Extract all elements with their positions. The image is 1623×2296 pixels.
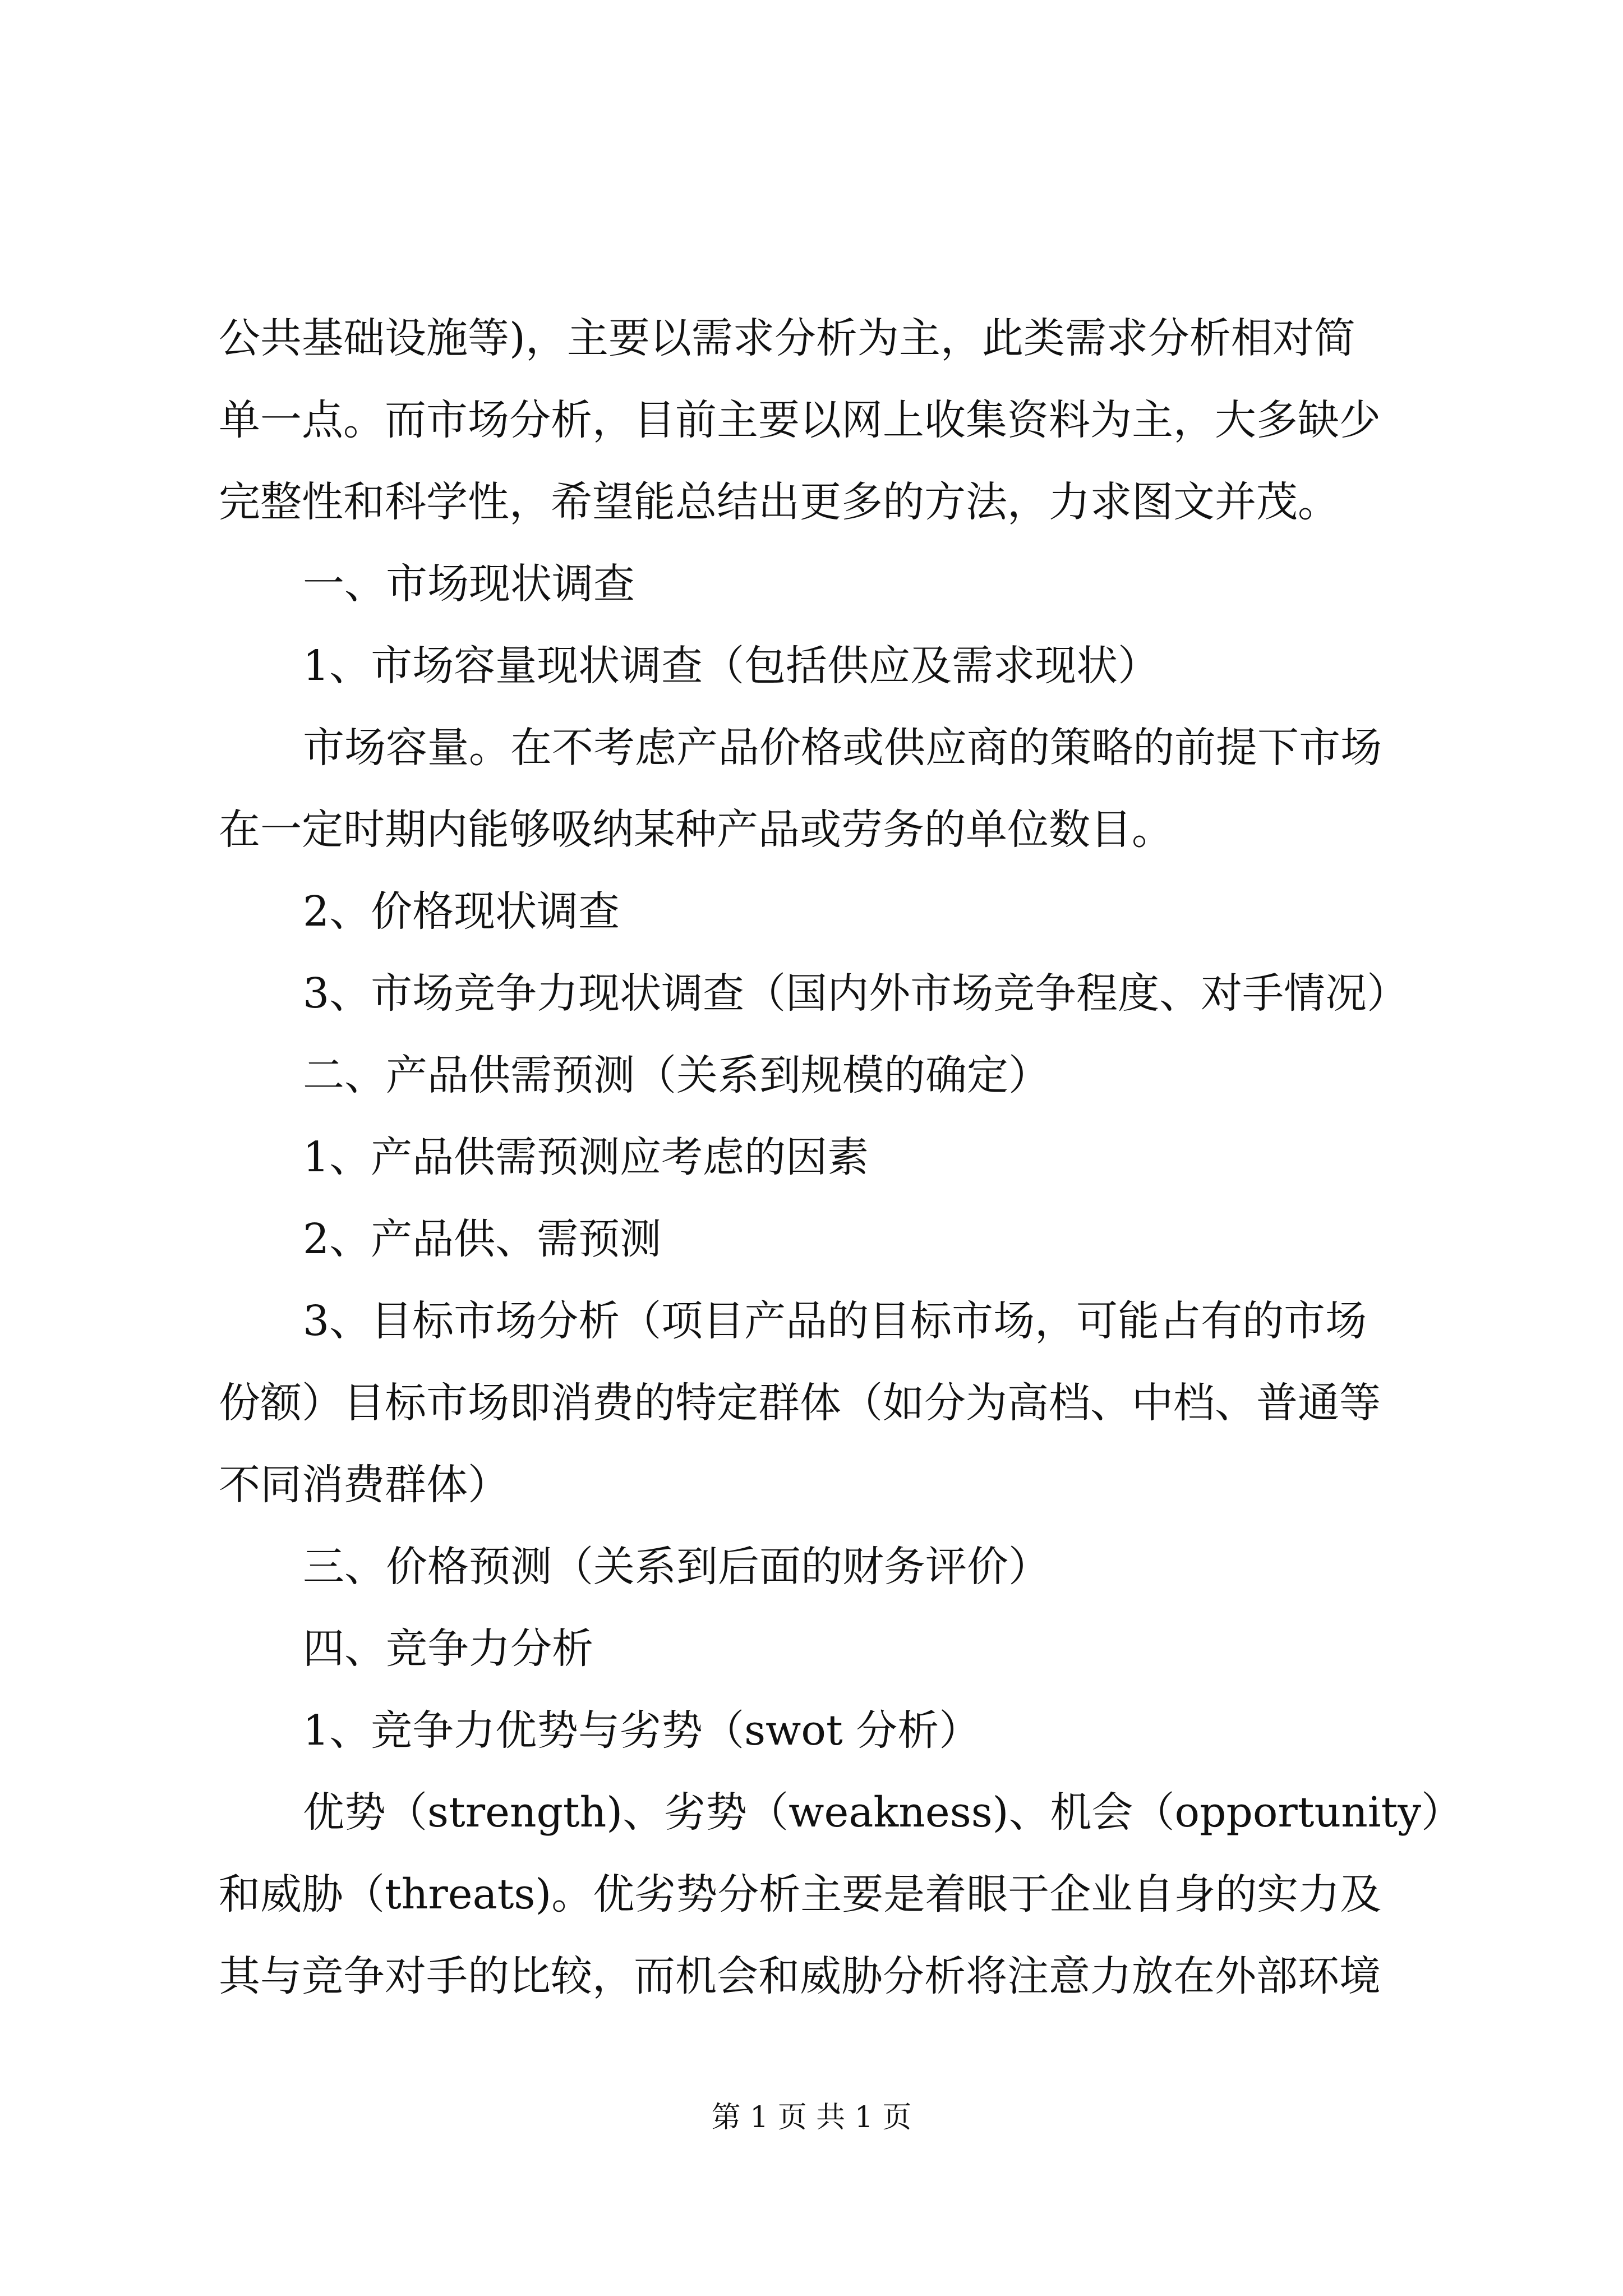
- text-line: 完整性和科学性，希望能总结出更多的方法，力求图文并茂。: [219, 478, 1339, 526]
- section-heading: 二、产品供需预测（关系到规模的确定）: [303, 1051, 1050, 1099]
- document-body: [219, 297, 1463, 2017]
- subsection-heading: 1、竞争力优势与劣势（swot 分析）: [303, 1706, 981, 1755]
- text-line: 市场容量。在不考虑产品价格或供应商的策略的前提下市场: [303, 724, 1382, 772]
- subsection-heading: 1、市场容量现状调查（包括供应及需求现状）: [303, 642, 1160, 690]
- text-line: 公共基础设施等)，主要以需求分析为主，此类需求分析相对简: [219, 314, 1355, 362]
- text-line: 份额）目标市场即消费的特定群体（如分为高档、中档、普通等: [219, 1379, 1381, 1427]
- text-line: 其与竞争对手的比较，而机会和威胁分析将注意力放在外部环境: [219, 1952, 1381, 2000]
- subsection-heading: 1、产品供需预测应考虑的因素: [303, 1133, 869, 1181]
- subsection-heading: 3、市场竞争力现状调查（国内外市场竞争程度、对手情况）: [303, 969, 1409, 1018]
- text-line: 优势（strength)、劣势（weakness)、机会（opportunity）: [303, 1788, 1463, 1837]
- text-line: 单一点。而市场分析，目前主要以网上收集资料为主，大多缺少: [219, 396, 1381, 444]
- section-heading: 三、价格预测（关系到后面的财务评价）: [303, 1543, 1050, 1591]
- subsection-heading: 3、目标市场分析（项目产品的目标市场，可能占有的市场: [303, 1297, 1367, 1345]
- text-line: 在一定时期内能够吸纳某种产品或劳务的单位数目。: [219, 806, 1173, 854]
- section-heading: 四、竞争力分析: [303, 1625, 593, 1673]
- subsection-heading: 2、产品供、需预测: [303, 1215, 662, 1263]
- text-line: 不同消费群体）: [219, 1461, 509, 1509]
- page-number-footer: 第 1 页 共 1 页: [711, 2101, 912, 2134]
- text-line: 和威胁（threats)。优劣势分析主要是着眼于企业自身的实力及: [219, 1870, 1382, 1918]
- subsection-heading: 2、价格现状调查: [303, 887, 620, 936]
- section-heading: 一、市场现状调查: [303, 560, 635, 608]
